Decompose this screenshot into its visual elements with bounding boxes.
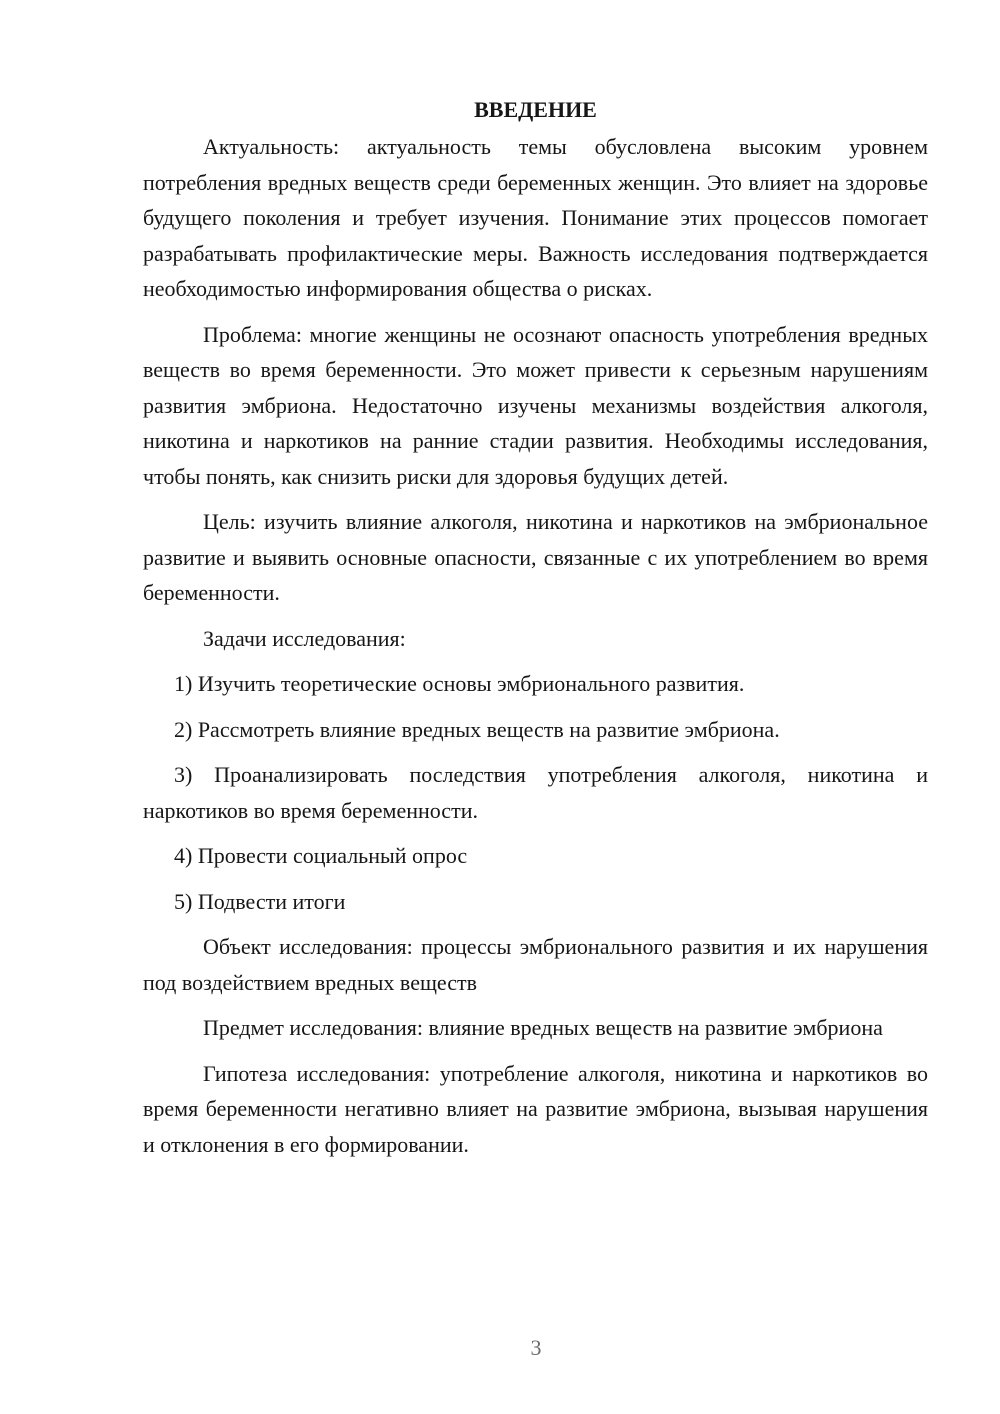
page-content [143, 92, 928, 1172]
paragraph-relevance: Актуальность: актуальность темы обусловлена высоким уровнем потребления вредных веществ среди беременных женщин. Это влияет на здоровье будущего поколения и требует изучения. Понимание этих процессов помогает разрабатывать профилактические меры. Важность исследования подтверждается необходимостью информирования общества о рисках. [143, 134, 928, 301]
paragraph-object: Объект исследования: процессы эмбрионального развития и их нарушения под воздействием вредных веществ [143, 934, 928, 995]
paragraph-subject: Предмет исследования: влияние вредных веществ на развитие эмбриона [203, 1015, 883, 1040]
task-item: 2) Рассмотреть влияние вредных веществ на развитие эмбриона. [174, 716, 780, 742]
paragraph-problem: Проблема: многие женщины не осознают опасность употребления вредных веществ во время беременности. Это может привести к серьезным нарушениям развития эмбриона. Недостаточно изучены механизмы воздействия алкоголя, никотина и наркотиков на ранние стадии развития. Необходимы исследования, чтобы понять, как снизить риски для здоровья будущих детей. [143, 321, 928, 489]
task-item: 3) Проанализировать последствия употребления алкоголя, никотина и наркотиков во время беременности. [143, 762, 928, 823]
task-item: 1) Изучить теоретические основы эмбрионального развития. [174, 671, 745, 696]
page-number: 3 [530, 1335, 542, 1360]
task-item: 5) Подвести итоги [174, 888, 346, 914]
tasks-title: Задачи исследования: [203, 625, 406, 651]
paragraph-goal: Цель: изучить влияние алкоголя, никотина и наркотиков на эмбриональное развитие и выявить основные опасности, связанные с их употреблением во время беременности. [143, 509, 928, 605]
task-item: 4) Провести социальный опрос [174, 843, 468, 868]
paragraph-hypothesis: Гипотеза исследования: употребление алкоголя, никотина и наркотиков во время беременности негативно влияет на развитие эмбриона, вызывая нарушения и отклонения в его формировании. [143, 1060, 928, 1157]
section-heading: ВВЕДЕНИЕ [474, 97, 597, 122]
